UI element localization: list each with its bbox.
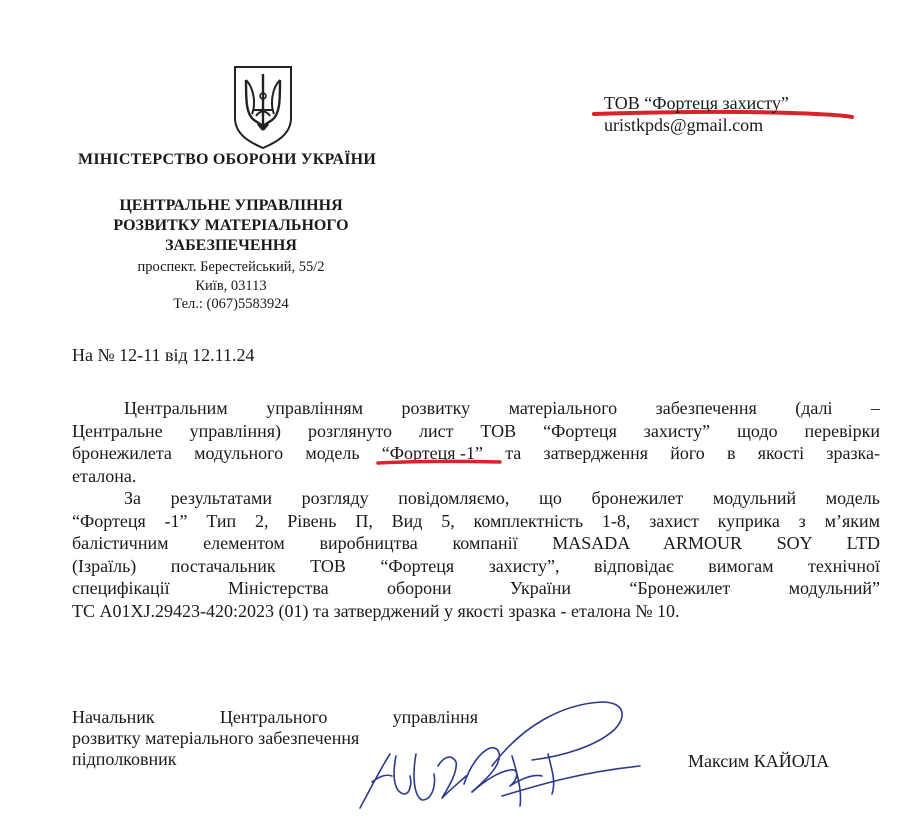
text-fragment: та затвердження його в якості зразка- [505,443,881,463]
model-name-text: “Фортеця -1” [381,443,483,463]
signatory-position: розвитку матеріального забезпечення [72,728,360,748]
text-fragment: бронежилета модульного модель [72,443,360,463]
address-city: Київ, 03113 [195,277,267,294]
handwritten-signature [352,696,642,822]
text-line [72,442,880,465]
address-street: проспект. Берестейський, 55/2 [137,259,325,275]
model-highlight-underline [376,450,516,470]
signatory-name: Максим КАЙОЛА [688,751,830,771]
body-paragraph-1 [72,397,880,487]
text-line: “Фортеця -1” Тип 2, Рівень П, Вид 5, комплектність 1-8, захист куприка з м’яким [72,510,880,531]
text-line: балістичним елементом виробництва компанії MASADA ARMOUR SOY LTD [72,533,880,553]
text-line: ТС A01XJ.29423-420:2023 (01) та затверджений у якості зразка - еталона № 10. [72,600,680,621]
department-line: РОЗВИТКУ МАТЕРІАЛЬНОГО [113,217,349,234]
department-line: ЗАБЕЗПЕЧЕННЯ [165,237,297,254]
text-line: За результатами розгляду повідомляємо, що бронежилет модульний модель [124,488,880,508]
text-line: Центральним управлінням розвитку матеріального забезпечення (далі – [124,398,880,418]
signatory-position: Начальник Центрального управління [72,707,478,727]
text-line: (Ізраїль) постачальник ТОВ “Фортеця захисту”, відповідає вимогам технічної [72,555,880,576]
body-paragraph-2 [72,487,880,622]
reference-number: На № 12-11 від 12.11.24 [72,345,255,365]
department-address [96,258,366,314]
trident-coat-of-arms-icon [232,64,294,150]
recipient-name: ТОВ “Фортеця захисту” [604,93,789,113]
text-line: Центральне управління) розглянуто лист ТОВ “Фортеця захисту” щодо перевірки [72,420,880,441]
signatory-rank: підполковник [72,749,177,769]
department-name [96,196,366,256]
text-line: еталона. [72,465,137,486]
highlighted-model-name [382,442,483,465]
ministry-name: МІНІСТЕРСТВО ОБОРОНИ УКРАЇНИ [78,151,376,168]
recipient-email: uristkpds@gmail.com [604,115,764,135]
text-line: специфікації Міністерства оборони України “Бронежилет модульний” [72,578,880,598]
address-phone: Тел.: (067)5583924 [173,296,289,312]
department-line: ЦЕНТРАЛЬНЕ УПРАВЛІННЯ [119,197,343,214]
recipient-block [604,92,789,136]
